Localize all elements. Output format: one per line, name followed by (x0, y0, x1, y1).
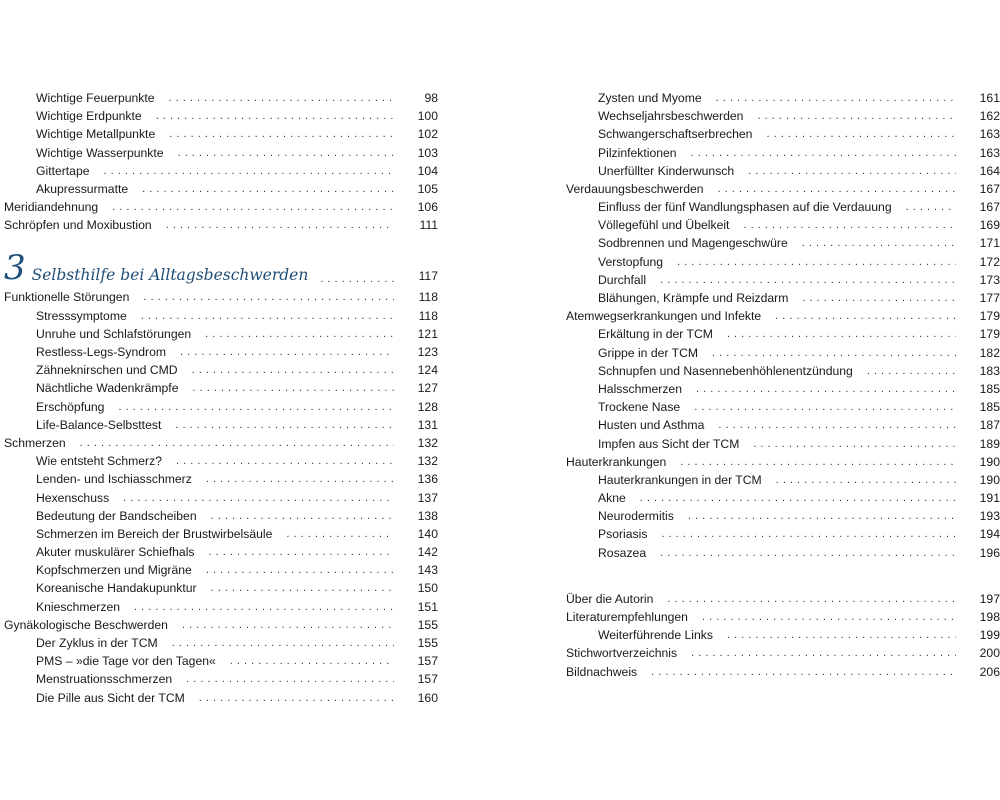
dot-leader (156, 107, 394, 125)
toc-entry-gynakologische-beschwerden (4, 616, 438, 634)
page-number: 190 (979, 472, 1000, 487)
toc-entry-uber-die-autorin (566, 590, 1000, 608)
page-number: 197 (979, 591, 1000, 606)
entry-label: Unerfüllter Kinderwunsch (598, 163, 735, 178)
dot-leader (199, 689, 394, 707)
dot-leader (209, 543, 394, 561)
entry-label: Unruhe und Schlafstörungen (36, 326, 192, 341)
entry-label: Wichtige Erdpunkte (36, 109, 142, 124)
toc-entry-unerfullter-kinderwunsch (566, 162, 1000, 180)
dot-leader (716, 89, 956, 107)
toc-entry-wechseljahrsbeschwerden (566, 107, 1000, 125)
toc-entry-life-balance-selbsttest (4, 416, 438, 434)
toc-entry-gittertape (4, 162, 438, 180)
entry-label: Halsschmerzen (598, 381, 682, 396)
entry-label: Wichtige Feuerpunkte (36, 90, 155, 105)
toc-entry-wie-entsteht-schmerz (4, 452, 438, 470)
dot-leader (718, 416, 956, 434)
toc-entry-neurodermitis (566, 507, 1000, 525)
entry-label: PMS – »die Tage vor den Tagen« (36, 654, 216, 669)
page-number: 172 (979, 254, 1000, 269)
page-number: 191 (979, 491, 1000, 506)
dot-leader (660, 271, 956, 289)
page-number: 179 (979, 327, 1000, 342)
page-number: 179 (979, 309, 1000, 324)
toc-entry-zysten-und-myome (566, 89, 1000, 107)
chapter-heading (4, 235, 438, 289)
page-number: 118 (418, 308, 438, 323)
dot-leader (206, 561, 394, 579)
dot-leader (142, 180, 394, 198)
entry-label: Wichtige Metallpunkte (36, 127, 156, 142)
section-spacer (566, 562, 1000, 590)
toc-entry-rosazea (566, 544, 1000, 562)
dot-leader (753, 435, 956, 453)
entry-label: Wie entsteht Schmerz? (36, 454, 162, 469)
dot-leader (211, 579, 394, 597)
dot-leader (180, 343, 394, 361)
page-number: 189 (979, 436, 1000, 451)
page-number: 199 (979, 628, 1000, 643)
page-number: 123 (417, 345, 438, 360)
dot-leader (206, 470, 394, 488)
page-number: 127 (417, 381, 438, 396)
page-number: 196 (979, 545, 1000, 560)
dot-leader (691, 644, 956, 662)
page-number: 200 (979, 646, 1000, 661)
page-number: 157 (417, 672, 438, 687)
entry-label: Stichwortverzeichnis (566, 646, 678, 661)
entry-label: Trockene Nase (598, 400, 681, 415)
page-number: 132 (417, 435, 438, 450)
page-number: 136 (417, 472, 438, 487)
toc-entry-grippe-in-der-tcm (566, 344, 1000, 362)
entry-label: Literaturempfehlungen (566, 610, 688, 625)
page-number: 206 (979, 664, 1000, 679)
toc-entry-bedeutung-der-bandscheiben (4, 507, 438, 525)
page-number: 155 (417, 636, 438, 651)
page-number: 124 (417, 363, 438, 378)
page-number: 171 (979, 236, 1000, 251)
dot-leader (169, 125, 394, 143)
dot-leader (192, 361, 394, 379)
toc-entry-stresssymptome (4, 307, 438, 325)
toc-entry-trockene-nase (566, 398, 1000, 416)
entry-label: Hexenschuss (36, 490, 110, 505)
entry-label: Völlegefühl und Übelkeit (598, 218, 730, 233)
toc-entry-blahungen-krampfe-und-reizdarm (566, 289, 1000, 307)
entry-label: Über die Autorin (566, 591, 654, 606)
toc-entry-psoriasis (566, 526, 1000, 544)
toc-entry-impfen-aus-sicht-der-tcm (566, 435, 1000, 453)
dot-leader (680, 453, 956, 471)
dot-leader (802, 289, 956, 307)
dot-leader (80, 434, 394, 452)
dot-leader (143, 288, 394, 306)
page-number: 106 (417, 200, 438, 215)
page-number: 164 (979, 163, 1000, 178)
entry-label: Zähneknirschen und CMD (36, 363, 178, 378)
entry-label: Restless-Legs-Syndrom (36, 345, 167, 360)
page-number: 142 (417, 545, 438, 560)
page-number: 132 (417, 454, 438, 469)
entry-label: Blähungen, Krämpfe und Reizdarm (598, 291, 789, 306)
toc-entry-zahneknirschen-und-cmd (4, 361, 438, 379)
dot-leader (118, 398, 394, 416)
toc-entry-atemwegserkrankungen-und-infekte (566, 307, 1000, 325)
entry-label: Husten und Asthma (598, 418, 705, 433)
entry-label: Schmerzen (4, 435, 66, 450)
toc-entry-die-pille-aus-sicht-der-tcm (4, 689, 438, 707)
chapter-title: Selbsthilfe bei Alltagsbeschwerden (31, 265, 309, 284)
entry-label: Gynäkologische Beschwerden (4, 617, 168, 632)
toc-entry-funktionelle-storungen (4, 289, 438, 307)
page-number: 143 (417, 563, 438, 578)
toc-entry-weiterfuhrende-links (566, 626, 1000, 644)
entry-label: Schmerzen im Bereich der Brustwirbelsäule (36, 526, 273, 541)
entry-label: Verdauungsbeschwerden (566, 181, 704, 196)
entry-label: Meridiandehnung (4, 200, 99, 215)
entry-label: Pilzinfektionen (598, 145, 677, 160)
toc-entry-meridiandehnung (4, 198, 438, 216)
page-number: 155 (417, 617, 438, 632)
dot-leader (123, 489, 394, 507)
page-number: 167 (979, 200, 1000, 215)
dot-leader (640, 489, 956, 507)
entry-label: Schnupfen und Nasennebenhöhlenentzündung (598, 363, 853, 378)
dot-leader (172, 634, 394, 652)
toc-entry-restless-legs-syndrom (4, 343, 438, 361)
dot-leader (743, 216, 956, 234)
page-number: 100 (417, 109, 438, 124)
entry-label: Schwangerschaftserbrechen (598, 127, 753, 142)
page-number: 169 (979, 218, 1000, 233)
dot-leader (712, 344, 956, 362)
entry-label: Zysten und Myome (598, 90, 702, 105)
page-number: 194 (979, 527, 1000, 542)
page-number: 157 (417, 654, 438, 669)
toc-entry-wichtige-feuerpunkte (4, 89, 438, 107)
page-number: 173 (979, 272, 1000, 287)
dot-leader (757, 107, 956, 125)
page-number: 140 (417, 526, 438, 541)
toc-entry-stichwortverzeichnis (566, 644, 1000, 662)
toc-entry-koreanische-handakupunktur (4, 580, 438, 598)
entry-label: Lenden- und Ischiasschmerz (36, 472, 192, 487)
entry-label: Bildnachweis (566, 664, 638, 679)
toc-entry-durchfall (566, 271, 1000, 289)
page-number: 198 (979, 610, 1000, 625)
entry-label: Impfen aus Sicht der TCM (598, 436, 740, 451)
toc-entry-vollegefuhl-und-ubelkeit (566, 216, 1000, 234)
dot-leader (702, 608, 956, 626)
toc-entry-schnupfen-und-nasennebenhohlenentzundung (566, 362, 1000, 380)
toc-entry-wichtige-erdpunkte (4, 107, 438, 125)
dot-leader (104, 162, 394, 180)
entry-label: Hauterkrankungen in der TCM (598, 472, 762, 487)
dot-leader (766, 125, 956, 143)
page-number: 185 (979, 381, 1000, 396)
dot-leader (134, 598, 394, 616)
toc-entry-verdauungsbeschwerden (566, 180, 1000, 198)
toc-entry-verstopfung (566, 253, 1000, 271)
page-number: 151 (417, 599, 438, 614)
entry-label: Psoriasis (598, 527, 648, 542)
dot-leader (112, 198, 394, 216)
page-number: 193 (979, 509, 1000, 524)
toc-entry-kopfschmerzen-und-migrane (4, 561, 438, 579)
page-number: 185 (979, 400, 1000, 415)
toc-entry-knieschmerzen (4, 598, 438, 616)
dot-leader (211, 507, 394, 525)
dot-leader (691, 144, 956, 162)
dot-leader (748, 162, 956, 180)
page-number: 167 (979, 181, 1000, 196)
entry-label: Akne (598, 491, 626, 506)
dot-leader (867, 362, 956, 380)
toc-entry-der-zyklus-in-der-tcm (4, 634, 438, 652)
toc-entry-pms-die-tage-vor-den-tagen (4, 652, 438, 670)
page-number: 111 (419, 218, 438, 233)
page-number: 105 (417, 181, 438, 196)
page-number: 98 (424, 90, 438, 105)
page-number: 177 (979, 291, 1000, 306)
dot-leader (667, 590, 956, 608)
dot-leader (718, 180, 956, 198)
page-number: 137 (417, 490, 438, 505)
dot-leader (776, 471, 956, 489)
toc-entry-lenden-und-ischiasschmerz (4, 470, 438, 488)
dot-leader (141, 307, 394, 325)
toc-entry-hauterkrankungen (566, 453, 1000, 471)
toc-entry-literaturempfehlungen (566, 608, 1000, 626)
dot-leader (727, 325, 956, 343)
page-number: 138 (417, 508, 438, 523)
dot-leader (802, 234, 956, 252)
toc-entry-schmerzen (4, 434, 438, 452)
toc-left-column (4, 89, 438, 707)
dot-leader (176, 452, 394, 470)
entry-label: Bedeutung der Bandscheiben (36, 508, 197, 523)
page-number: 121 (417, 326, 438, 341)
page-number: 117 (418, 268, 438, 283)
entry-label: Erkältung in der TCM (598, 327, 713, 342)
page-number: 131 (417, 417, 438, 432)
entry-label: Wechseljahrsbeschwerden (598, 109, 744, 124)
page-number: 150 (417, 581, 438, 596)
toc-entry-akuter-muskularer-schiefhals (4, 543, 438, 561)
page-number: 163 (979, 127, 1000, 142)
entry-label: Verstopfung (598, 254, 664, 269)
entry-label: Menstruationsschmerzen (36, 672, 173, 687)
dot-leader (320, 273, 394, 285)
entry-label: Kopfschmerzen und Migräne (36, 563, 192, 578)
page-number: 103 (417, 145, 438, 160)
dot-leader (182, 616, 394, 634)
dot-leader (906, 198, 956, 216)
entry-label: Grippe in der TCM (598, 345, 699, 360)
entry-label: Schröpfen und Moxibustion (4, 218, 152, 233)
dot-leader (230, 652, 394, 670)
dot-leader (175, 416, 394, 434)
toc-entry-akupressurmatte (4, 180, 438, 198)
page-number: 161 (979, 90, 1000, 105)
dot-leader (696, 380, 956, 398)
chapter-number: 3 (4, 247, 26, 288)
toc-entry-akne (566, 489, 1000, 507)
entry-label: Knieschmerzen (36, 599, 120, 614)
toc-entry-wichtige-metallpunkte (4, 125, 438, 143)
toc-entry-unruhe-und-schlafstorungen (4, 325, 438, 343)
toc-entry-nachtliche-wadenkrampfe (4, 379, 438, 397)
entry-label: Weiterführende Links (598, 628, 713, 643)
page-number: 104 (417, 163, 438, 178)
entry-label: Rosazea (598, 545, 647, 560)
toc-entry-bildnachweis (566, 663, 1000, 681)
dot-leader (660, 544, 956, 562)
toc-entry-wichtige-wasserpunkte (4, 144, 438, 162)
dot-leader (186, 670, 394, 688)
toc-entry-einfluss-der-funf-wandlungsphasen-auf-di (566, 198, 1000, 216)
toc-entry-schropfen-und-moxibustion (4, 216, 438, 234)
dot-leader (169, 89, 394, 107)
entry-label: Der Zyklus in der TCM (36, 636, 158, 651)
page-number: 163 (979, 145, 1000, 160)
entry-label: Die Pille aus Sicht der TCM (36, 690, 185, 705)
toc-entry-halsschmerzen (566, 380, 1000, 398)
toc-entry-schwangerschaftserbrechen (566, 125, 1000, 143)
toc-entry-sodbrennen-und-magengeschwure (566, 235, 1000, 253)
page-number: 187 (979, 418, 1000, 433)
entry-label: Funktionelle Störungen (4, 290, 130, 305)
dot-leader (775, 307, 956, 325)
entry-label: Atemwegserkrankungen und Infekte (566, 309, 762, 324)
entry-label: Koreanische Handakupunktur (36, 581, 197, 596)
page-number: 118 (418, 290, 438, 305)
dot-leader (192, 379, 394, 397)
entry-label: Life-Balance-Selbsttest (36, 417, 162, 432)
entry-label: Akuter muskulärer Schiefhals (36, 545, 195, 560)
toc-entry-hauterkrankungen-in-der-tcm (566, 471, 1000, 489)
page-number: 183 (979, 363, 1000, 378)
dot-leader (677, 253, 956, 271)
entry-label: Einfluss der fünf Wandlungsphasen auf die Verdauung (598, 200, 892, 215)
toc-right-column (566, 89, 1000, 681)
toc-entry-menstruationsschmerzen (4, 670, 438, 688)
toc-entry-pilzinfektionen (566, 144, 1000, 162)
dot-leader (661, 525, 956, 543)
dot-leader (688, 507, 956, 525)
entry-label: Nächtliche Wadenkrämpfe (36, 381, 179, 396)
dot-leader (286, 525, 394, 543)
entry-label: Sodbrennen und Magengeschwüre (598, 236, 788, 251)
toc-entry-erkaltung-in-der-tcm (566, 325, 1000, 343)
toc-entry-husten-und-asthma (566, 416, 1000, 434)
entry-label: Akupressurmatte (36, 181, 129, 196)
toc-entry-schmerzen-im-bereich-der-brustwirbelsaul (4, 525, 438, 543)
page-number: 190 (979, 454, 1000, 469)
dot-leader (694, 398, 956, 416)
page-number: 162 (979, 109, 1000, 124)
entry-label: Gittertape (36, 163, 90, 178)
entry-label: Wichtige Wasserpunkte (36, 145, 164, 160)
entry-label: Neurodermitis (598, 509, 674, 524)
dot-leader (205, 325, 394, 343)
dot-leader (651, 663, 956, 681)
toc-entry-erschopfung (4, 398, 438, 416)
dot-leader (178, 144, 394, 162)
entry-label: Durchfall (598, 272, 647, 287)
entry-label: Erschöpfung (36, 399, 105, 414)
entry-label: Stresssymptome (36, 308, 127, 323)
page-number: 128 (417, 399, 438, 414)
dot-leader (166, 216, 394, 234)
page-number: 182 (979, 345, 1000, 360)
entry-label: Hauterkrankungen (566, 454, 667, 469)
page-number: 102 (417, 127, 438, 142)
page-number: 160 (417, 690, 438, 705)
dot-leader (727, 626, 956, 644)
toc-entry-hexenschuss (4, 489, 438, 507)
